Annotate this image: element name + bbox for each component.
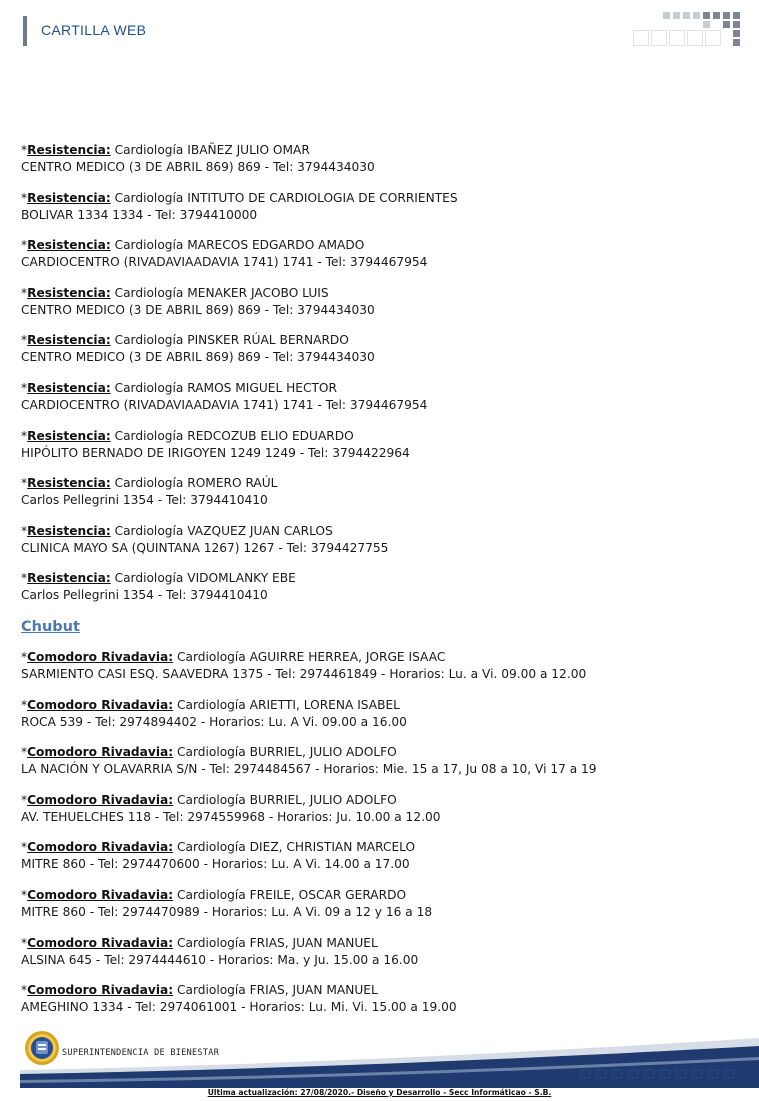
entry-specialty-provider: Cardiología BURRIEL, JULIO ADOLFO bbox=[173, 792, 397, 807]
entry-bullet: * bbox=[21, 983, 28, 998]
provider-entry bbox=[21, 190, 741, 224]
entry-address: CENTRO MEDICO (3 DE ABRIL 869) 869 - Tel: 3794434030 bbox=[21, 160, 375, 174]
entry-specialty-provider: Cardiología PINSKER RÚAL BERNARDO bbox=[110, 333, 349, 348]
entry-specialty-provider: Cardiología ROMERO RAÚL bbox=[110, 476, 278, 491]
entry-city: Resistencia: bbox=[27, 333, 111, 348]
entry-bullet: * bbox=[21, 476, 28, 491]
entry-address: CENTRO MEDICO (3 DE ABRIL 869) 869 - Tel: 3794434030 bbox=[21, 302, 375, 317]
entry-address: Carlos Pellegrini 1354 - Tel: 3794410410 bbox=[21, 493, 268, 508]
entry-address: Carlos Pellegrini 1354 - Tel: 3794410410 bbox=[21, 588, 268, 603]
entry-bullet: * bbox=[21, 697, 28, 712]
entry-bullet: * bbox=[21, 523, 28, 538]
entry-specialty-provider: Cardiología VAZQUEZ JUAN CARLOS bbox=[110, 523, 333, 538]
entry-bullet: * bbox=[21, 649, 28, 664]
entry-city: Resistencia: bbox=[27, 476, 111, 491]
provider-entry bbox=[21, 380, 741, 414]
provider-entry bbox=[21, 142, 741, 176]
entry-address: MITRE 860 - Tel: 2974470989 - Horarios: Lu. A Vi. 09 a 12 y 16 a 18 bbox=[21, 904, 433, 919]
entry-bullet: * bbox=[21, 571, 28, 586]
entry-city: Resistencia: bbox=[27, 380, 111, 395]
entry-specialty-provider: Cardiología REDCOZUB ELIO EDUARDO bbox=[110, 428, 354, 443]
provider-entry bbox=[21, 887, 741, 921]
entry-address: CLINICA MAYO SA (QUINTANA 1267) 1267 - Tel: 3794427755 bbox=[21, 540, 389, 555]
entry-city: Resistencia: bbox=[27, 285, 111, 300]
entry-bullet: * bbox=[21, 333, 28, 348]
entry-address: ALSINA 645 - Tel: 2974444610 - Horarios: Ma. y Ju. 15.00 a 16.00 bbox=[21, 952, 419, 967]
entry-city: Resistencia: bbox=[27, 190, 111, 205]
entry-specialty-provider: Cardiología BURRIEL, JULIO ADOLFO bbox=[173, 745, 397, 760]
provider-entry bbox=[21, 792, 741, 826]
entry-specialty-provider: Cardiología FRIAS, JUAN MANUEL bbox=[173, 983, 378, 998]
provider-entry bbox=[21, 523, 741, 557]
entry-bullet: * bbox=[21, 285, 28, 300]
entry-bullet: * bbox=[21, 745, 28, 760]
entry-bullet: * bbox=[21, 190, 28, 205]
page-title: CARTILLA WEB bbox=[41, 22, 147, 38]
provider-entry bbox=[21, 935, 741, 969]
entry-specialty-provider: Cardiología FREILE, OSCAR GERARDO bbox=[173, 887, 407, 902]
footer-organization: SUPERINTENDENCIA DE BIENESTAR bbox=[62, 1048, 220, 1058]
provider-entry bbox=[21, 839, 741, 873]
provider-entry bbox=[21, 475, 741, 509]
entry-address: LA NACIÓN Y OLAVARRIA S/N - Tel: 2974484567 - Horarios: Mie. 15 a 17, Ju 08 a 10, Vi 17 a 19 bbox=[21, 762, 597, 777]
entry-specialty-provider: Cardiología DIEZ, CHRISTIAN MARCELO bbox=[173, 840, 416, 855]
entry-city: Resistencia: bbox=[27, 143, 111, 157]
province-heading: Chubut bbox=[21, 618, 80, 635]
entry-city: Resistencia: bbox=[27, 428, 111, 443]
provider-entry bbox=[21, 982, 741, 1016]
entry-city: Comodoro Rivadavia: bbox=[27, 697, 174, 712]
entry-bullet: * bbox=[21, 428, 28, 443]
entry-city: Comodoro Rivadavia: bbox=[27, 792, 174, 807]
entry-address: BOLIVAR 1334 1334 - Tel: 3794410000 bbox=[21, 207, 258, 222]
entry-bullet: * bbox=[21, 840, 28, 855]
entry-city: Resistencia: bbox=[27, 238, 111, 253]
entry-address: MITRE 860 - Tel: 2974470600 - Horarios: Lu. A Vi. 14.00 a 17.00 bbox=[21, 857, 410, 872]
provider-entry bbox=[21, 649, 741, 683]
entry-city: Comodoro Rivadavia: bbox=[27, 745, 174, 760]
entry-city: Comodoro Rivadavia: bbox=[27, 935, 174, 950]
entry-specialty-provider: Cardiología RAMOS MIGUEL HECTOR bbox=[110, 380, 337, 395]
entry-address: AMEGHINO 1334 - Tel: 2974061001 - Horarios: Lu. Mi. Vi. 15.00 a 19.00 bbox=[21, 1000, 457, 1015]
institution-seal-icon bbox=[24, 1030, 60, 1066]
entry-specialty-provider: Cardiología VIDOMLANKY EBE bbox=[110, 571, 296, 586]
entry-city: Comodoro Rivadavia: bbox=[27, 983, 174, 998]
provider-entry bbox=[21, 285, 741, 319]
entry-bullet: * bbox=[21, 380, 28, 395]
entry-specialty-provider: Cardiología INTITUTO DE CARDIOLOGIA DE CORRIENTES bbox=[110, 190, 458, 205]
entry-specialty-provider: Cardiología MARECOS EDGARDO AMADO bbox=[110, 238, 365, 253]
entry-bullet: * bbox=[21, 935, 28, 950]
entry-specialty-provider: Cardiología ARIETTI, LORENA ISABEL bbox=[173, 697, 400, 712]
entry-specialty-provider: Cardiología AGUIRRE HERREA, JORGE ISAAC bbox=[173, 649, 446, 664]
entry-bullet: * bbox=[21, 238, 28, 253]
provider-entry bbox=[21, 744, 741, 778]
provider-entry bbox=[21, 697, 741, 731]
header-accent-bar bbox=[23, 16, 27, 46]
entry-bullet: * bbox=[21, 792, 28, 807]
entry-bullet: * bbox=[21, 887, 28, 902]
entry-address: CENTRO MEDICO (3 DE ABRIL 869) 869 - Tel: 3794434030 bbox=[21, 350, 375, 365]
entry-city: Resistencia: bbox=[27, 571, 111, 586]
entry-specialty-provider: Cardiología MENAKER JACOBO LUIS bbox=[110, 285, 329, 300]
header-logo-grid bbox=[633, 12, 745, 48]
entry-address: AV. TEHUELCHES 118 - Tel: 2974559968 - Horarios: Ju. 10.00 a 12.00 bbox=[21, 809, 441, 824]
entry-city: Comodoro Rivadavia: bbox=[27, 840, 174, 855]
footer-wave-banner bbox=[20, 1030, 759, 1088]
entry-address: HIPÓLITO BERNADO DE IRIGOYEN 1249 1249 - Tel: 3794422964 bbox=[21, 445, 410, 460]
entry-specialty-provider: Cardiología FRIAS, JUAN MANUEL bbox=[173, 935, 378, 950]
entry-address: CARDIOCENTRO (RIVADAVIAADAVIA 1741) 1741 - Tel: 3794467954 bbox=[21, 255, 428, 270]
provider-entry bbox=[21, 332, 741, 366]
directory-listing bbox=[21, 142, 741, 1030]
entry-address: ROCA 539 - Tel: 2974894402 - Horarios: Lu. A Vi. 09.00 a 16.00 bbox=[21, 714, 407, 729]
provider-entry bbox=[21, 570, 741, 604]
entry-city: Resistencia: bbox=[27, 523, 111, 538]
entry-address: SARMIENTO CASI ESQ. SAAVEDRA 1375 - Tel: 2974461849 - Horarios: Lu. a Vi. 09.00 a 12.00 bbox=[21, 666, 587, 681]
entry-city: Comodoro Rivadavia: bbox=[27, 887, 174, 902]
entry-city: Comodoro Rivadavia: bbox=[27, 649, 174, 664]
entry-specialty-provider: Cardiología IBAÑEZ JULIO OMAR bbox=[110, 143, 310, 157]
entry-bullet: * bbox=[21, 143, 28, 157]
provider-entry bbox=[21, 237, 741, 271]
provider-entry bbox=[21, 428, 741, 462]
entry-address: CARDIOCENTRO (RIVADAVIAADAVIA 1741) 1741 - Tel: 3794467954 bbox=[21, 397, 428, 412]
footer-update-line: Ultima actualización: 27/08/2020.- Diseño y Desarrollo - Secc Informáticao - S.B. bbox=[207, 1088, 552, 1097]
